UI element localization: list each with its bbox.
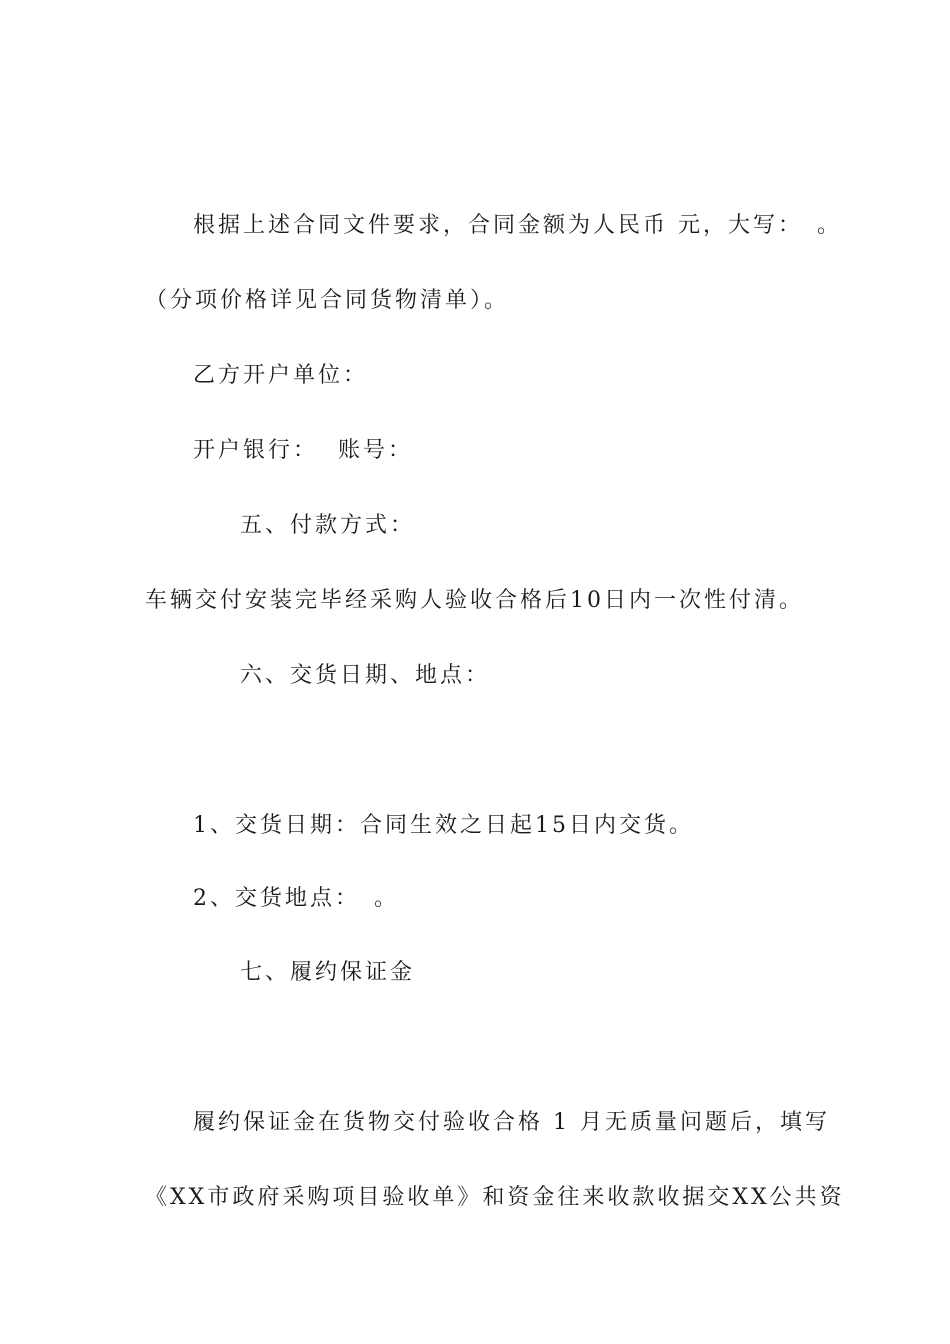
section-heading-delivery: 六、交货日期、地点： <box>240 663 491 688</box>
contract-amount-line: 根据上述合同文件要求，合同金额为人民币 元，大写： 。 <box>193 213 842 238</box>
bank-and-account-line: 开户银行： 账号： <box>193 438 413 463</box>
delivery-date-item: 1、交货日期：合同生效之日起15日内交货。 <box>193 813 694 838</box>
party-b-account-unit: 乙方开户单位： <box>193 363 369 388</box>
performance-bond-paragraph-line-1: 履约保证金在货物交付验收合格 1 月无质量问题后，填写 <box>193 1110 830 1135</box>
itemized-price-note: （分项价格详见合同货物清单）。 <box>145 288 510 313</box>
section-heading-performance-bond: 七、履约保证金 <box>240 960 416 985</box>
delivery-location-item: 2、交货地点： 。 <box>193 886 399 911</box>
performance-bond-paragraph-line-2: 《XX市政府采购项目验收单》和资金往来收款收据交XX公共资 <box>145 1185 845 1210</box>
section-heading-payment: 五、付款方式： <box>240 513 416 538</box>
payment-terms-paragraph: 车辆交付安装完毕经采购人验收合格后10日内一次性付清。 <box>145 588 804 613</box>
